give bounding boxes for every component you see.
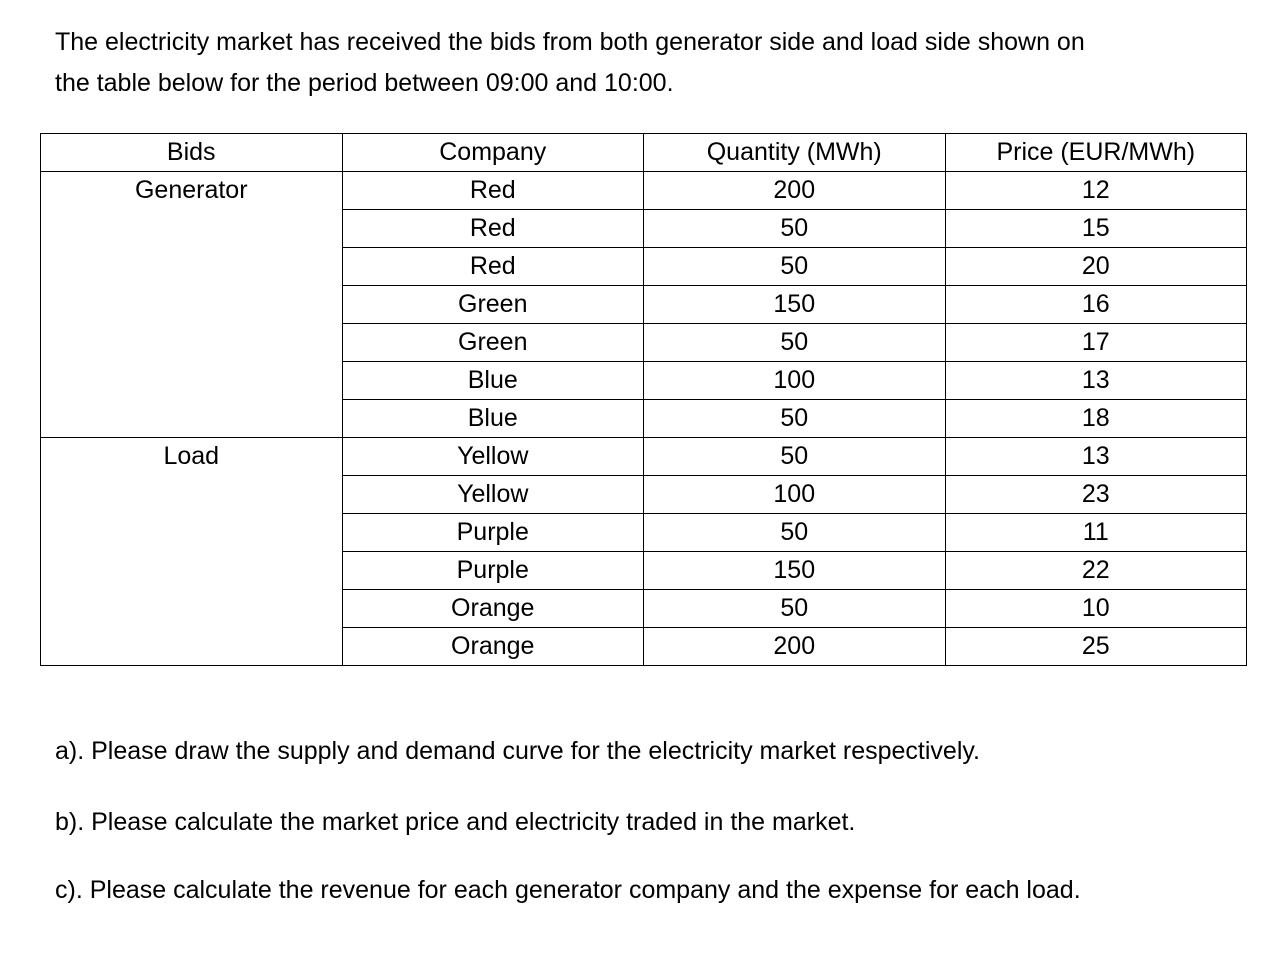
company-cell: Yellow	[342, 476, 644, 514]
generator-group-label: Generator	[41, 172, 343, 438]
header-company: Company	[342, 134, 644, 172]
company-cell: Red	[342, 172, 644, 210]
price-cell: 16	[945, 286, 1247, 324]
company-cell: Purple	[342, 514, 644, 552]
price-cell: 12	[945, 172, 1247, 210]
price-cell: 17	[945, 324, 1247, 362]
header-quantity: Quantity (MWh)	[644, 134, 946, 172]
company-cell: Red	[342, 248, 644, 286]
price-cell: 23	[945, 476, 1247, 514]
company-cell: Green	[342, 324, 644, 362]
company-cell: Orange	[342, 628, 644, 666]
intro-line-2: the table below for the period between 09:00 and 10:00.	[55, 69, 674, 97]
company-cell: Red	[342, 210, 644, 248]
bids-table	[40, 133, 1247, 666]
header-price: Price (EUR/MWh)	[945, 134, 1247, 172]
quantity-cell: 200	[644, 172, 946, 210]
price-cell: 20	[945, 248, 1247, 286]
quantity-cell: 50	[644, 438, 946, 476]
price-cell: 18	[945, 400, 1247, 438]
price-cell: 15	[945, 210, 1247, 248]
quantity-cell: 50	[644, 590, 946, 628]
company-cell: Blue	[342, 362, 644, 400]
quantity-cell: 200	[644, 628, 946, 666]
quantity-cell: 50	[644, 248, 946, 286]
intro-line-1: The electricity market has received the bids from both generator side and load side shown on	[55, 28, 1085, 56]
price-cell: 13	[945, 362, 1247, 400]
company-cell: Purple	[342, 552, 644, 590]
quantity-cell: 50	[644, 400, 946, 438]
price-cell: 13	[945, 438, 1247, 476]
question-a: a). Please draw the supply and demand curve for the electricity market respectively.	[55, 737, 980, 765]
company-cell: Orange	[342, 590, 644, 628]
quantity-cell: 50	[644, 210, 946, 248]
quantity-cell: 150	[644, 552, 946, 590]
question-b: b). Please calculate the market price and electricity traded in the market.	[55, 808, 856, 836]
header-bids: Bids	[41, 134, 343, 172]
company-cell: Blue	[342, 400, 644, 438]
quantity-cell: 100	[644, 476, 946, 514]
price-cell: 22	[945, 552, 1247, 590]
price-cell: 11	[945, 514, 1247, 552]
intro-paragraph	[55, 22, 1255, 104]
table-header-row	[41, 134, 1247, 172]
quantity-cell: 100	[644, 362, 946, 400]
company-cell: Green	[342, 286, 644, 324]
price-cell: 25	[945, 628, 1247, 666]
question-c: c). Please calculate the revenue for each generator company and the expense for each load.	[55, 876, 1081, 904]
price-cell: 10	[945, 590, 1247, 628]
load-group-label: Load	[41, 438, 343, 666]
quantity-cell: 50	[644, 514, 946, 552]
quantity-cell: 150	[644, 286, 946, 324]
quantity-cell: 50	[644, 324, 946, 362]
company-cell: Yellow	[342, 438, 644, 476]
table-row	[41, 438, 1247, 476]
table-row	[41, 172, 1247, 210]
